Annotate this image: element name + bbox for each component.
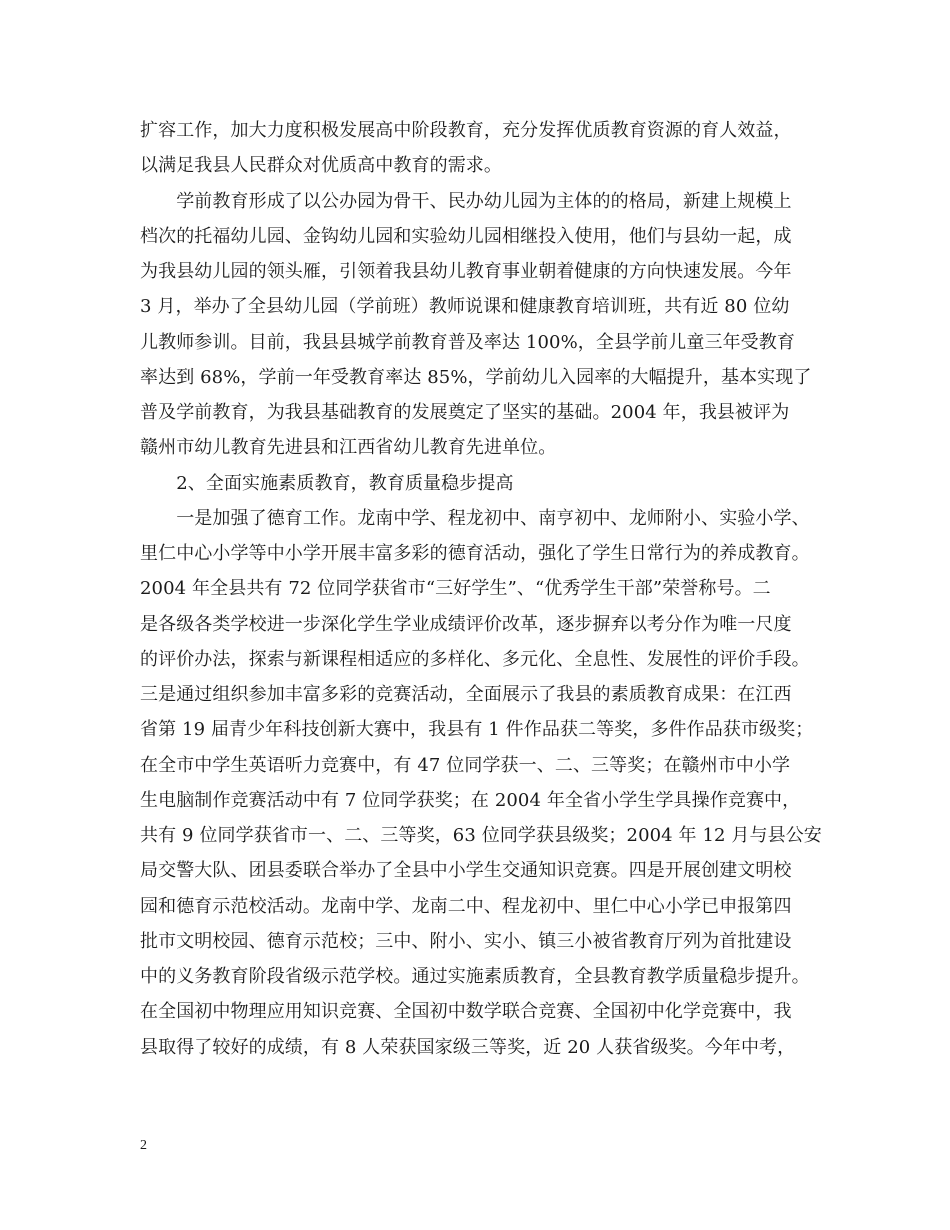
text-line: 省第 19 届青少年科技创新大赛中，我县有 1 件作品获二等奖，多件作品获市级奖； xyxy=(140,719,814,741)
text-line: 档次的托福幼儿园、金钩幼儿园和实验幼儿园相继投入使用，他们与县幼一起，成 xyxy=(140,225,792,247)
text-line: 生电脑制作竞赛活动中有 7 位同学获奖；在 2004 年全省小学生学具操作竞赛中， xyxy=(140,789,801,811)
text-line: 园和德育示范校活动。龙南中学、龙南二中、程龙初中、里仁中心小学已申报第四 xyxy=(140,895,792,917)
text-line: 中的义务教育阶段省级示范学校。通过实施素质教育，全县教育教学质量稳步提升。 xyxy=(140,966,810,987)
text-line: 儿教师参训。目前，我县县城学前教育普及率达 100%，全县学前儿童三年受教育 xyxy=(140,331,795,353)
text-line: 率达到 68%，学前一年受教育率达 85%，学前幼儿入园率的大幅提升，基本实现了 xyxy=(140,366,812,388)
text-line: 县取得了较好的成绩，有 8 人荣获国家级三等奖，近 20 人获省级奖。今年中考， xyxy=(140,1036,796,1058)
text-line: 里仁中心小学等中小学开展丰富多彩的德育活动，强化了学生日常行为的养成教育。 xyxy=(140,543,810,564)
text-line: 的评价办法，探索与新课程相适应的多样化、多元化、全息性、发展性的评价手段。 xyxy=(140,648,810,670)
text-line: 3 月，举办了全县幼儿园（学前班）教师说课和健康教育培训班，共有近 80 位幼 xyxy=(140,296,790,318)
text-line: 一是加强了德育工作。龙南中学、程龙初中、南亨初中、龙师附小、实验小学、 xyxy=(140,507,810,529)
body-text xyxy=(140,113,830,1065)
text-line: 在全市中学生英语听力竞赛中，有 47 位同学获一、二、三等奖；在赣州市中小学 xyxy=(140,754,791,776)
text-line: 批市文明校园、德育示范校；三中、附小、实小、镇三小被省教育厅列为首批建设 xyxy=(140,930,792,952)
text-line: 以满足我县人民群众对优质高中教育的需求。 xyxy=(140,155,502,177)
text-line: 为我县幼儿园的领头雁，引领着我县幼儿教育事业朝着健康的方向快速发展。今年 xyxy=(140,261,792,282)
section-heading: 2、全面实施素质教育，教育质量稳步提高 xyxy=(140,472,514,494)
text-line: 学前教育形成了以公办园为骨干、民办幼儿园为主体的的格局，新建上规模上 xyxy=(140,190,792,212)
page-number: 2 xyxy=(140,1138,147,1153)
text-line: 是各级各类学校进一步深化学生学业成绩评价改革，逐步摒弃以考分作为唯一尺度 xyxy=(140,613,792,635)
text-line: 扩容工作，加大力度积极发展高中阶段教育，充分发挥优质教育资源的育人效益， xyxy=(140,120,792,141)
text-line: 普及学前教育，为我县基础教育的发展奠定了坚实的基础。2004 年，我县被评为 xyxy=(140,402,790,423)
text-line: 局交警大队、团县委联合举办了全县中小学生交通知识竞赛。四是开展创建文明校 xyxy=(140,860,792,882)
text-line: 三是通过组织参加丰富多彩的竞赛活动，全面展示了我县的素质教育成果：在江西 xyxy=(140,684,792,705)
text-line: 共有 9 位同学获省市一、二、三等奖，63 位同学获县级奖；2004 年 12 月与县公安 xyxy=(140,825,822,846)
text-line: 在全国初中物理应用知识竞赛、全国初中数学联合竞赛、全国初中化学竞赛中，我 xyxy=(140,1001,792,1023)
text-line: 2004 年全县共有 72 位同学获省市“三好学生”、“优秀学生干部”荣誉称号。二 xyxy=(140,578,771,600)
text-line: 赣州市幼儿教育先进县和江西省幼儿教育先进单位。 xyxy=(140,437,557,459)
